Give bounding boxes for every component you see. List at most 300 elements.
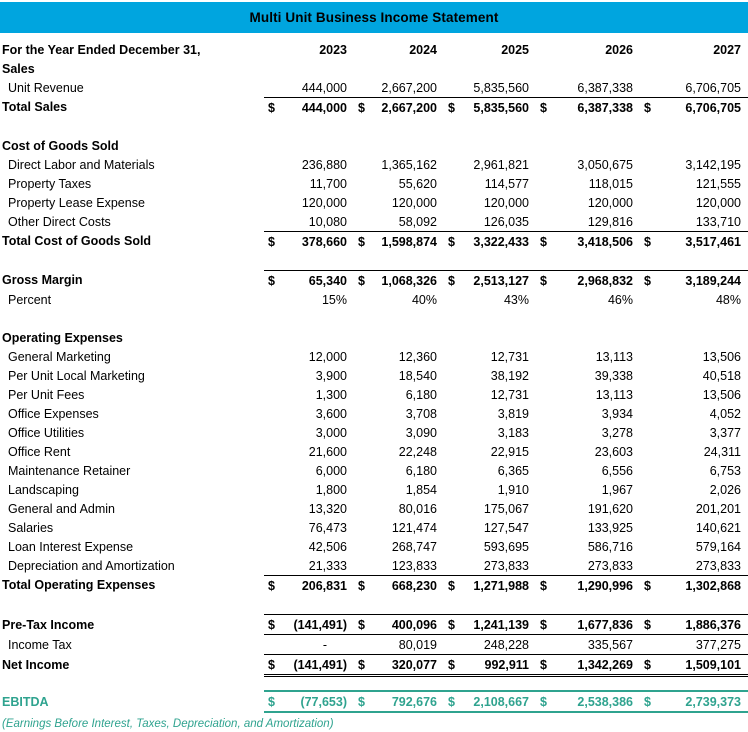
cell: 6,387,338 <box>577 80 633 95</box>
row-label: For the Year Ended December 31, <box>2 42 201 57</box>
cell-value: (77,653) <box>300 694 347 709</box>
cell: 120,000 <box>301 195 347 210</box>
cell <box>444 251 536 271</box>
cell: 120,000 <box>695 195 741 210</box>
row-salaries <box>0 518 748 537</box>
cell <box>640 655 748 676</box>
cell <box>354 251 444 271</box>
row-label <box>0 309 264 328</box>
cell-value: (141,491) <box>293 617 347 632</box>
cell <box>354 655 444 676</box>
cell: 4,052 <box>709 406 741 421</box>
cell <box>444 328 536 347</box>
row-label: Property Lease Expense <box>8 195 145 210</box>
row-total-cost-of-goods-sold <box>0 232 748 252</box>
cell: 120,000 <box>391 195 437 210</box>
cell: 13,506 <box>702 349 741 364</box>
dollar-sign: $ <box>268 234 275 249</box>
cell: 24,311 <box>703 444 741 459</box>
cell <box>264 251 354 271</box>
cell <box>354 59 444 78</box>
cell: 2025 <box>501 42 529 57</box>
row-label <box>0 676 264 692</box>
dollar-sign: $ <box>448 617 455 632</box>
cell <box>640 595 748 615</box>
row-label: Landscaping <box>8 482 79 497</box>
dollar-sign: $ <box>448 100 455 115</box>
row-percent <box>0 290 748 309</box>
cell-value: 6,706,705 <box>685 100 741 115</box>
row-label: Property Taxes <box>8 176 92 191</box>
cell: 586,716 <box>587 539 633 554</box>
row-label: Office Expenses <box>8 406 99 421</box>
cell: 2024 <box>409 42 437 57</box>
dollar-sign: $ <box>448 234 455 249</box>
cell: 3,819 <box>497 406 529 421</box>
cell-value: 3,189,244 <box>685 273 741 288</box>
cell <box>444 309 536 328</box>
cell <box>264 59 354 78</box>
cell <box>640 676 748 692</box>
cell <box>536 615 640 635</box>
dollar-sign: $ <box>540 100 547 115</box>
cell: 13,506 <box>702 387 741 402</box>
spacer-row <box>0 251 748 271</box>
cell: 6,753 <box>709 463 741 478</box>
row-label: Direct Labor and Materials <box>8 157 155 172</box>
cell: 273,833 <box>483 558 529 573</box>
cell <box>536 328 640 347</box>
cell-value: 2,108,667 <box>473 694 529 709</box>
title-bar <box>0 2 748 33</box>
cell <box>444 117 536 136</box>
row-office-rent <box>0 442 748 461</box>
cell-value: (141,491) <box>293 657 347 672</box>
cell-value: 1,509,101 <box>685 657 741 672</box>
cell: 2023 <box>319 42 347 57</box>
row-per-unit-fees <box>0 385 748 404</box>
cell-value: 1,290,996 <box>577 578 633 593</box>
cell: 3,708 <box>405 406 437 421</box>
cell-value: 1,677,836 <box>577 617 633 632</box>
row-office-expenses <box>0 404 748 423</box>
row-label: Net Income <box>2 658 70 672</box>
cell: 118,015 <box>588 176 633 191</box>
cell: 6,000 <box>315 463 347 478</box>
row-label: Operating Expenses <box>2 330 123 345</box>
cell <box>536 251 640 271</box>
cell: 593,695 <box>483 539 529 554</box>
cell: 13,113 <box>595 349 633 364</box>
row-cost-of-goods-sold <box>0 136 748 155</box>
dollar-sign: $ <box>448 694 455 709</box>
cell: 2,667,200 <box>381 80 437 95</box>
row-pre-tax-income <box>0 615 748 635</box>
row-direct-labor-and-materials <box>0 155 748 174</box>
cell <box>536 576 640 596</box>
cell-value: 1,068,326 <box>381 273 437 288</box>
row-label: Percent <box>8 292 52 307</box>
row-per-unit-local-marketing <box>0 366 748 385</box>
cell: 43% <box>503 292 529 307</box>
row-label: Cost of Goods Sold <box>2 138 119 153</box>
cell: 1,365,162 <box>381 157 437 172</box>
cell: 22,915 <box>490 444 529 459</box>
cell: 5,835,560 <box>473 80 529 95</box>
cell-value: 2,968,832 <box>577 273 633 288</box>
cell-value: 1,271,988 <box>473 578 529 593</box>
row-total-sales <box>0 98 748 118</box>
row-label: Per Unit Local Marketing <box>8 368 145 383</box>
dollar-sign: $ <box>268 273 275 288</box>
cell-value: 378,660 <box>301 234 347 249</box>
spacer-row <box>0 676 748 692</box>
cell <box>536 232 640 252</box>
row-label: General and Admin <box>8 501 116 516</box>
cell <box>264 328 354 347</box>
cell <box>264 615 354 635</box>
row-loan-interest-expense <box>0 537 748 556</box>
dollar-sign: $ <box>644 694 651 709</box>
row-label: Unit Revenue <box>8 80 84 95</box>
cell: 3,934 <box>601 406 633 421</box>
cell <box>444 691 536 712</box>
cell: 175,067 <box>483 501 529 516</box>
cell: 3,090 <box>405 425 437 440</box>
cell-value: 444,000 <box>301 100 347 115</box>
cell: 80,016 <box>398 501 437 516</box>
cell <box>640 136 748 155</box>
row-sales <box>0 59 748 78</box>
cell <box>640 615 748 635</box>
cell <box>354 271 444 291</box>
cell <box>640 98 748 118</box>
cell <box>264 655 354 676</box>
cell: 76,473 <box>308 520 347 535</box>
cell <box>354 615 444 635</box>
cell: 13,320 <box>308 501 347 516</box>
row-office-utilities <box>0 423 748 442</box>
cell-value: 65,340 <box>308 273 347 288</box>
cell <box>536 136 640 155</box>
cell <box>640 328 748 347</box>
cell <box>354 576 444 596</box>
dollar-sign: $ <box>358 578 365 593</box>
row-general-and-admin <box>0 499 748 518</box>
cell <box>536 655 640 676</box>
cell: 579,164 <box>695 539 741 554</box>
row-unit-revenue <box>0 78 748 98</box>
cell: 12,000 <box>308 349 347 364</box>
cell: 6,556 <box>601 463 633 478</box>
cell <box>640 117 748 136</box>
cell <box>264 271 354 291</box>
cell: 48% <box>715 292 741 307</box>
cell <box>264 136 354 155</box>
dollar-sign: $ <box>358 234 365 249</box>
row-label: Gross Margin <box>2 273 83 288</box>
cell: 3,183 <box>497 425 529 440</box>
cell: 3,600 <box>315 406 347 421</box>
cell: 114,577 <box>484 176 529 191</box>
dollar-sign: $ <box>644 617 651 632</box>
row-maintenance-retainer <box>0 461 748 480</box>
dollar-sign: $ <box>268 578 275 593</box>
dollar-sign: $ <box>358 273 365 288</box>
dollar-sign: $ <box>448 273 455 288</box>
row-label <box>0 251 264 271</box>
cell <box>264 98 354 118</box>
row-label <box>0 595 264 615</box>
row-property-lease-expense <box>0 193 748 212</box>
cell: 21,600 <box>308 444 347 459</box>
cell: 377,275 <box>695 637 741 652</box>
dollar-sign: $ <box>540 234 547 249</box>
dollar-sign: $ <box>268 617 275 632</box>
dollar-sign: $ <box>268 694 275 709</box>
cell: 42,506 <box>308 539 347 554</box>
row-income-tax <box>0 635 748 655</box>
cell <box>444 576 536 596</box>
cell: 23,603 <box>594 444 633 459</box>
cell-value: 1,241,139 <box>473 617 529 632</box>
cell: 15% <box>321 292 347 307</box>
cell <box>536 691 640 712</box>
cell: 201,201 <box>695 501 741 516</box>
cell-value: 206,831 <box>301 578 347 593</box>
dollar-sign: $ <box>358 617 365 632</box>
cell: 22,248 <box>398 444 437 459</box>
row-other-direct-costs <box>0 212 748 232</box>
cell-value: 2,739,373 <box>685 694 741 709</box>
cell-value: 3,517,461 <box>685 234 741 249</box>
cell <box>264 576 354 596</box>
row-label: Office Utilities <box>8 425 85 440</box>
cell: 3,142,195 <box>685 157 741 172</box>
cell: 1,910 <box>497 482 529 497</box>
cell: 6,180 <box>405 387 437 402</box>
row-label: Salaries <box>8 520 54 535</box>
cell <box>640 232 748 252</box>
dollar-sign: $ <box>644 234 651 249</box>
dollar-sign: $ <box>540 617 547 632</box>
cell: 191,620 <box>587 501 633 516</box>
cell <box>536 676 640 692</box>
cell: 3,000 <box>315 425 347 440</box>
dollar-sign: $ <box>268 657 275 672</box>
cell-value: 668,230 <box>391 578 437 593</box>
cell <box>354 232 444 252</box>
cell <box>536 59 640 78</box>
cell <box>354 328 444 347</box>
dollar-sign: $ <box>644 578 651 593</box>
cell: 18,540 <box>398 368 437 383</box>
cell <box>640 691 748 712</box>
cell <box>536 595 640 615</box>
cell: 40,518 <box>702 368 741 383</box>
cell: 46% <box>607 292 633 307</box>
cell <box>264 691 354 712</box>
cell: 3,278 <box>601 425 633 440</box>
income-statement-sheet <box>0 2 748 732</box>
row-label <box>0 117 264 136</box>
cell: 127,547 <box>483 520 529 535</box>
spacer-row <box>0 117 748 136</box>
cell <box>354 136 444 155</box>
row-label: Total Cost of Goods Sold <box>2 234 152 249</box>
cell <box>354 595 444 615</box>
row-label: EBITDA <box>2 694 49 709</box>
cell <box>264 117 354 136</box>
cell <box>536 271 640 291</box>
cell <box>444 98 536 118</box>
cell <box>354 309 444 328</box>
cell: 444,000 <box>301 80 347 95</box>
cell: 21,333 <box>308 558 347 573</box>
row-label: Income Tax <box>8 637 72 652</box>
cell: 80,019 <box>398 637 437 652</box>
cell: - <box>322 637 327 652</box>
row-gross-margin <box>0 271 748 291</box>
cell <box>444 676 536 692</box>
cell: 1,300 <box>315 387 347 402</box>
dollar-sign: $ <box>540 694 547 709</box>
cell: 10,080 <box>308 214 347 229</box>
cell: 58,092 <box>398 214 437 229</box>
row-ebitda <box>0 691 748 712</box>
cell-value: 1,598,874 <box>381 234 437 249</box>
cell: 55,620 <box>398 176 437 191</box>
row-label: Maintenance Retainer <box>8 463 131 478</box>
cell <box>536 117 640 136</box>
cell <box>354 691 444 712</box>
dollar-sign: $ <box>540 273 547 288</box>
spacer-row <box>0 309 748 328</box>
cell: 12,731 <box>490 349 529 364</box>
cell: 273,833 <box>695 558 741 573</box>
row-property-taxes <box>0 174 748 193</box>
cell: 121,555 <box>695 176 741 191</box>
cell <box>640 251 748 271</box>
cell <box>444 655 536 676</box>
spacer-row <box>0 595 748 615</box>
cell <box>444 595 536 615</box>
income-statement-table <box>0 40 748 713</box>
cell: 123,833 <box>391 558 437 573</box>
dollar-sign: $ <box>358 657 365 672</box>
cell: 40% <box>411 292 437 307</box>
cell <box>640 271 748 291</box>
row-label: Office Rent <box>8 444 71 459</box>
cell: 3,050,675 <box>577 157 633 172</box>
cell: 1,800 <box>315 482 347 497</box>
footnote: (Earnings Before Interest, Taxes, Depreciation, and Amortization) <box>2 718 334 730</box>
cell <box>264 309 354 328</box>
cell <box>444 232 536 252</box>
cell <box>354 117 444 136</box>
cell: 11,700 <box>309 176 347 191</box>
cell <box>536 309 640 328</box>
row-net-income <box>0 655 748 676</box>
cell-value: 992,911 <box>484 657 529 672</box>
row-total-operating-expenses <box>0 576 748 596</box>
cell-value: 3,418,506 <box>577 234 633 249</box>
cell: 273,833 <box>587 558 633 573</box>
dollar-sign: $ <box>644 273 651 288</box>
dollar-sign: $ <box>448 657 455 672</box>
cell: 12,731 <box>490 387 529 402</box>
row-label: Total Operating Expenses <box>2 578 156 593</box>
cell: 13,113 <box>595 387 633 402</box>
cell-value: 792,676 <box>391 694 437 709</box>
cell <box>536 98 640 118</box>
cell: 133,710 <box>695 214 741 229</box>
cell: 335,567 <box>587 637 633 652</box>
cell <box>264 676 354 692</box>
row-label: Loan Interest Expense <box>8 539 134 554</box>
cell <box>444 615 536 635</box>
cell: 129,816 <box>587 214 633 229</box>
income-statement-body <box>0 40 748 712</box>
cell <box>354 676 444 692</box>
cell <box>640 576 748 596</box>
dollar-sign: $ <box>358 100 365 115</box>
row-label: General Marketing <box>8 349 111 364</box>
cell-value: 2,538,386 <box>577 694 633 709</box>
cell: 6,365 <box>497 463 529 478</box>
cell: 248,228 <box>483 637 529 652</box>
cell <box>354 98 444 118</box>
cell-value: 2,513,127 <box>473 273 529 288</box>
page-title: Multi Unit Business Income Statement <box>249 10 499 25</box>
row-for-the-year-ended-december-31 <box>0 40 748 59</box>
cell-value: 5,835,560 <box>473 100 529 115</box>
cell: 2027 <box>713 42 741 57</box>
row-label: Other Direct Costs <box>8 214 111 229</box>
cell-value: 2,667,200 <box>381 100 437 115</box>
cell <box>640 59 748 78</box>
dollar-sign: $ <box>358 694 365 709</box>
row-general-marketing <box>0 347 748 366</box>
cell: 6,180 <box>405 463 437 478</box>
cell: 121,474 <box>391 520 437 535</box>
cell <box>264 232 354 252</box>
cell: 2,961,821 <box>473 157 529 172</box>
row-depreciation-and-amortization <box>0 556 748 576</box>
row-label: Depreciation and Amortization <box>8 558 175 573</box>
cell: 1,967 <box>601 482 633 497</box>
dollar-sign: $ <box>644 100 651 115</box>
dollar-sign: $ <box>448 578 455 593</box>
dollar-sign: $ <box>268 100 275 115</box>
dollar-sign: $ <box>644 657 651 672</box>
cell: 126,035 <box>483 214 529 229</box>
cell: 268,747 <box>391 539 437 554</box>
cell: 2,026 <box>709 482 741 497</box>
cell <box>640 309 748 328</box>
row-landscaping <box>0 480 748 499</box>
row-label: Total Sales <box>2 100 68 115</box>
cell-value: 6,387,338 <box>577 100 633 115</box>
cell: 133,925 <box>587 520 633 535</box>
cell-value: 1,342,269 <box>577 657 633 672</box>
cell-value: 3,322,433 <box>473 234 529 249</box>
cell <box>264 595 354 615</box>
cell <box>444 271 536 291</box>
row-label: Pre-Tax Income <box>2 617 95 632</box>
cell-value: 1,886,376 <box>685 617 741 632</box>
row-label: Sales <box>2 61 35 76</box>
